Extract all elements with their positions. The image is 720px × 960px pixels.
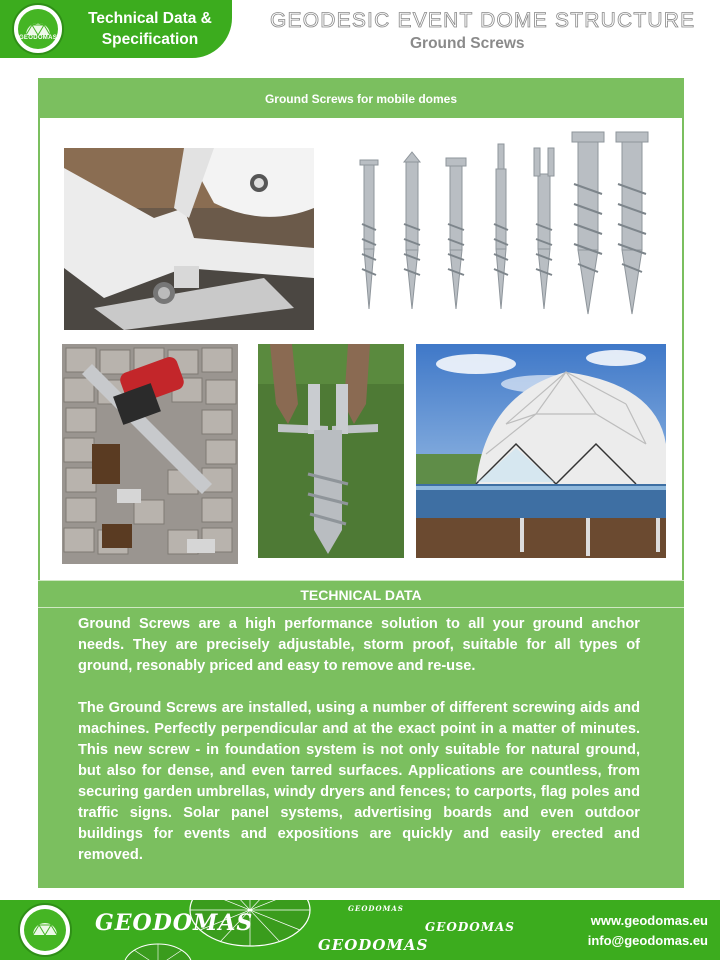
photo-collage — [40, 118, 682, 580]
footer-logo — [18, 903, 72, 957]
geodomas-logo — [12, 3, 64, 55]
base-plate-image — [64, 148, 314, 330]
description-paragraph-2: The Ground Screws are installed, using a number of different screwing aids and machines. Perfectly perpendicular and at the exact point in a matter of minutes. This new screw - in foundation system is not only suitable for natural ground, but also for dense, and even tarred surfaces. Applications are countless, from securing garden umbrellas, windy dryers and fences; to carports, flag poles and traffic signs. Solar panel systems, advertising boards and even outdoor buildings for events and expositions are quickly and easily erected and removed. — [78, 700, 640, 863]
footer-brand-small-3: GEODOMAS — [318, 936, 429, 954]
section-heading-line1: Technical Data & — [88, 10, 212, 27]
footer-logo-inner — [24, 909, 66, 951]
footer-brand-large: GEODOMAS — [95, 910, 254, 936]
footer-dome-logo-icon — [31, 915, 59, 937]
dome-logo-icon — [24, 15, 52, 37]
technical-data-heading: TECHNICAL DATA — [38, 580, 684, 608]
photo-screw-lineup — [340, 124, 660, 324]
technical-description — [78, 614, 640, 887]
email-link[interactable]: info@geodomas.eu — [587, 933, 708, 948]
website-link[interactable]: www.geodomas.eu — [590, 913, 708, 928]
dome-platform-image — [416, 344, 666, 558]
logo-inner — [18, 9, 58, 49]
screw-lineup-image — [340, 124, 660, 324]
logo-text: GEODOMAS — [18, 35, 58, 41]
description-paragraph-1: Ground Screws are a high performance solution to all your ground anchor needs. They are precisely adjustable, storm proof, suitable for all types of ground, resonably priced and easy to remove and re-use. — [78, 616, 640, 674]
footer-brand-small-2: GEODOMAS — [425, 920, 515, 934]
content-panel — [38, 78, 684, 888]
photo-dome-platform — [416, 344, 666, 558]
header-badge-area — [0, 0, 232, 58]
drill-image — [62, 344, 238, 564]
section-heading-line2: Specification — [101, 31, 199, 48]
photo-grass-screw — [258, 344, 404, 558]
header-title-area — [232, 0, 720, 58]
section-heading — [70, 8, 230, 50]
panel-title: Ground Screws for mobile domes — [264, 92, 458, 106]
photo-dome-base-plate — [64, 148, 314, 330]
footer-brand-small-1: GEODOMAS — [348, 904, 404, 913]
page-subtitle: Ground Screws — [410, 35, 525, 52]
photo-drill-installation — [62, 344, 238, 564]
footer-dome-graphic-small-icon — [118, 936, 198, 960]
page-header — [0, 0, 720, 58]
grass-screw-image — [258, 344, 404, 558]
footer-contacts — [588, 911, 708, 951]
page-title: GEODESIC EVENT DOME STRUCTURE — [270, 9, 696, 32]
page-footer — [0, 900, 720, 960]
